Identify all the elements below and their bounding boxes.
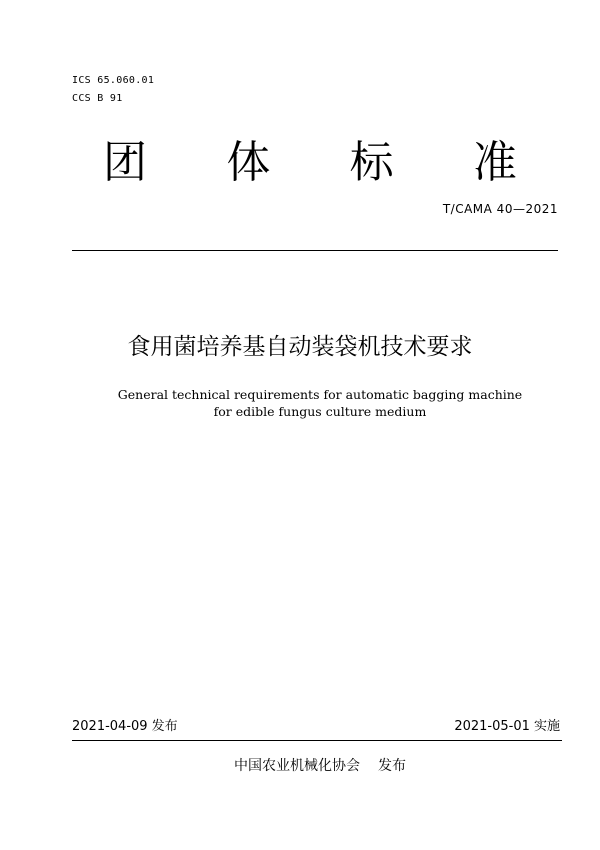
standard-number: T/CAMA 40—2021	[442, 202, 558, 216]
title-char-4: 准	[472, 137, 517, 188]
footer-divider	[72, 740, 562, 741]
ccs-code: CCS B 91	[72, 93, 123, 104]
title-char-2: 体	[226, 137, 271, 188]
issue-date: 2021-04-09 发布	[72, 719, 178, 734]
title-char-1: 团	[103, 137, 147, 188]
publisher-action: 发布	[378, 758, 406, 774]
english-title-line-1: General technical requirements for automatic bagging machine	[117, 387, 523, 402]
document-type-title	[100, 138, 520, 188]
english-title	[0, 386, 600, 420]
english-title-line-2: for edible fungus culture medium	[213, 404, 427, 419]
publisher-line	[0, 755, 600, 775]
implementation-date: 2021-05-01 实施	[454, 719, 560, 734]
header-divider	[72, 250, 558, 251]
publisher-name: 中国农业机械化协会	[234, 758, 360, 774]
title-char-3: 标	[349, 137, 394, 188]
classification-codes	[72, 72, 154, 108]
ics-code: ICS 65.060.01	[72, 75, 155, 86]
chinese-title: 食用菌培养基自动装袋机技术要求	[127, 334, 473, 360]
